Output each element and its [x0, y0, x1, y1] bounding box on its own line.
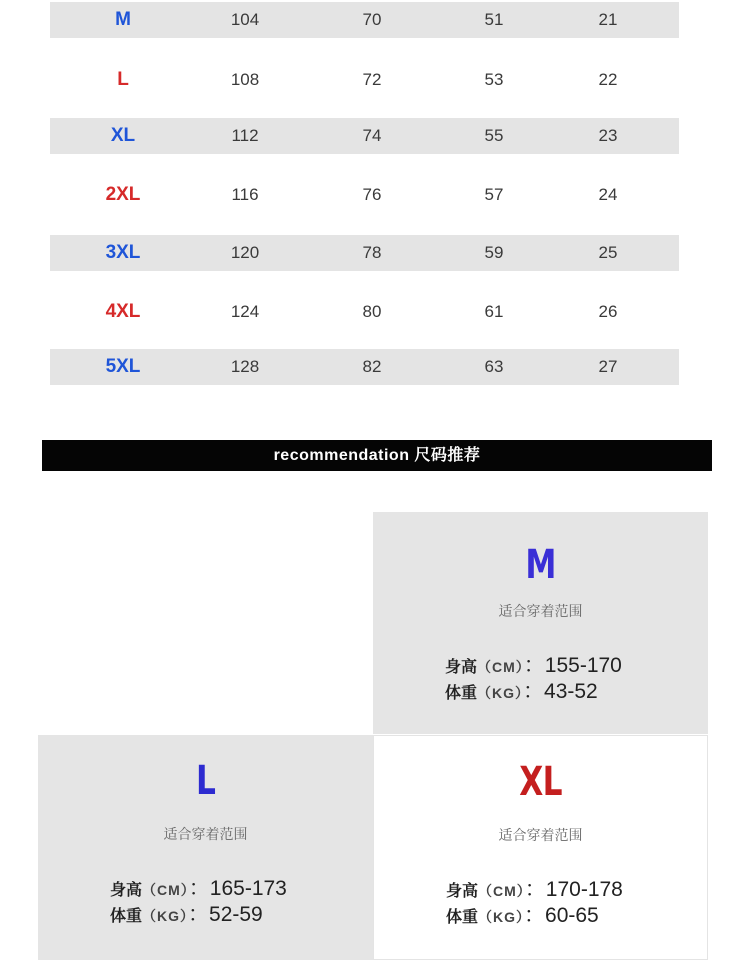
weight-value: ：43-52 [523, 680, 598, 703]
size-label: 4XL [105, 301, 141, 322]
table-cell: 78 [362, 243, 382, 262]
weight-range [445, 675, 598, 705]
height-label: 身高 [445, 659, 478, 676]
table-row [50, 2, 679, 38]
table-cell: 70 [362, 10, 382, 29]
height-value: ：170-178 [524, 878, 623, 901]
table-cell: 74 [362, 126, 382, 145]
height-value: ：165-173 [188, 877, 287, 900]
table-cell: 25 [598, 243, 618, 262]
weight-value: ：60-65 [524, 904, 599, 927]
table-row [50, 349, 679, 385]
weight-unit: （KG） [478, 909, 525, 925]
suitable-range-label: 适合穿着范围 [498, 827, 583, 843]
height-label: 身高 [110, 882, 143, 899]
table-cell: 23 [598, 126, 618, 145]
size-label: 3XL [105, 242, 141, 263]
height-unit: （CM） [478, 883, 525, 899]
table-row [50, 294, 679, 330]
weight-unit: （KG） [142, 908, 189, 924]
recommendation-card-xl [373, 735, 708, 960]
size-label: 2XL [105, 184, 141, 205]
table-cell: 128 [230, 357, 260, 376]
weight-value: ：52-59 [188, 903, 263, 926]
table-cell: 76 [362, 185, 382, 204]
recommended-size-label: L [195, 758, 216, 804]
table-cell: 82 [362, 357, 382, 376]
table-cell: 124 [230, 302, 260, 321]
table-cell: 59 [484, 243, 504, 262]
table-cell: 116 [231, 185, 259, 204]
table-cell: 53 [484, 70, 504, 89]
table-cell: 112 [231, 126, 259, 145]
table-cell: 108 [230, 70, 260, 89]
weight-label: 体重 [446, 909, 479, 926]
size-label: L [117, 69, 129, 90]
table-cell: 57 [484, 185, 504, 204]
table-row [50, 235, 679, 271]
table-cell: 26 [598, 302, 618, 321]
suitable-range-label: 适合穿着范围 [163, 826, 248, 842]
height-label: 身高 [446, 883, 479, 900]
table-cell: 104 [230, 10, 260, 29]
size-label: XL [110, 125, 136, 146]
table-cell: 61 [484, 302, 504, 321]
height-unit: （CM） [142, 882, 189, 898]
table-cell: 55 [484, 126, 504, 145]
recommended-size-label: M [525, 542, 556, 588]
table-cell: 22 [598, 70, 618, 89]
recommendation-card-m [373, 512, 708, 734]
size-label: 5XL [105, 356, 141, 377]
weight-range [446, 899, 599, 929]
weight-label: 体重 [110, 908, 143, 925]
table-cell: 27 [598, 357, 618, 376]
weight-unit: （KG） [477, 685, 524, 701]
table-cell: 24 [598, 185, 618, 204]
table-row [50, 62, 679, 98]
table-row [50, 118, 679, 154]
table-cell: 72 [362, 70, 382, 89]
table-cell: 120 [230, 243, 260, 262]
recommended-size-label: XL [519, 759, 562, 805]
table-cell: 21 [598, 10, 618, 29]
height-unit: （CM） [477, 659, 524, 675]
recommendation-banner: recommendation 尺码推荐 [42, 440, 712, 471]
suitable-range-label: 适合穿着范围 [498, 603, 583, 619]
weight-label: 体重 [445, 685, 478, 702]
table-cell: 80 [362, 302, 382, 321]
table-row [50, 177, 679, 213]
height-value: ：155-170 [523, 654, 622, 677]
size-label: M [115, 9, 131, 30]
weight-range [110, 898, 263, 928]
table-cell: 63 [484, 357, 504, 376]
table-cell: 51 [484, 10, 504, 29]
recommendation-card-l [38, 735, 373, 960]
